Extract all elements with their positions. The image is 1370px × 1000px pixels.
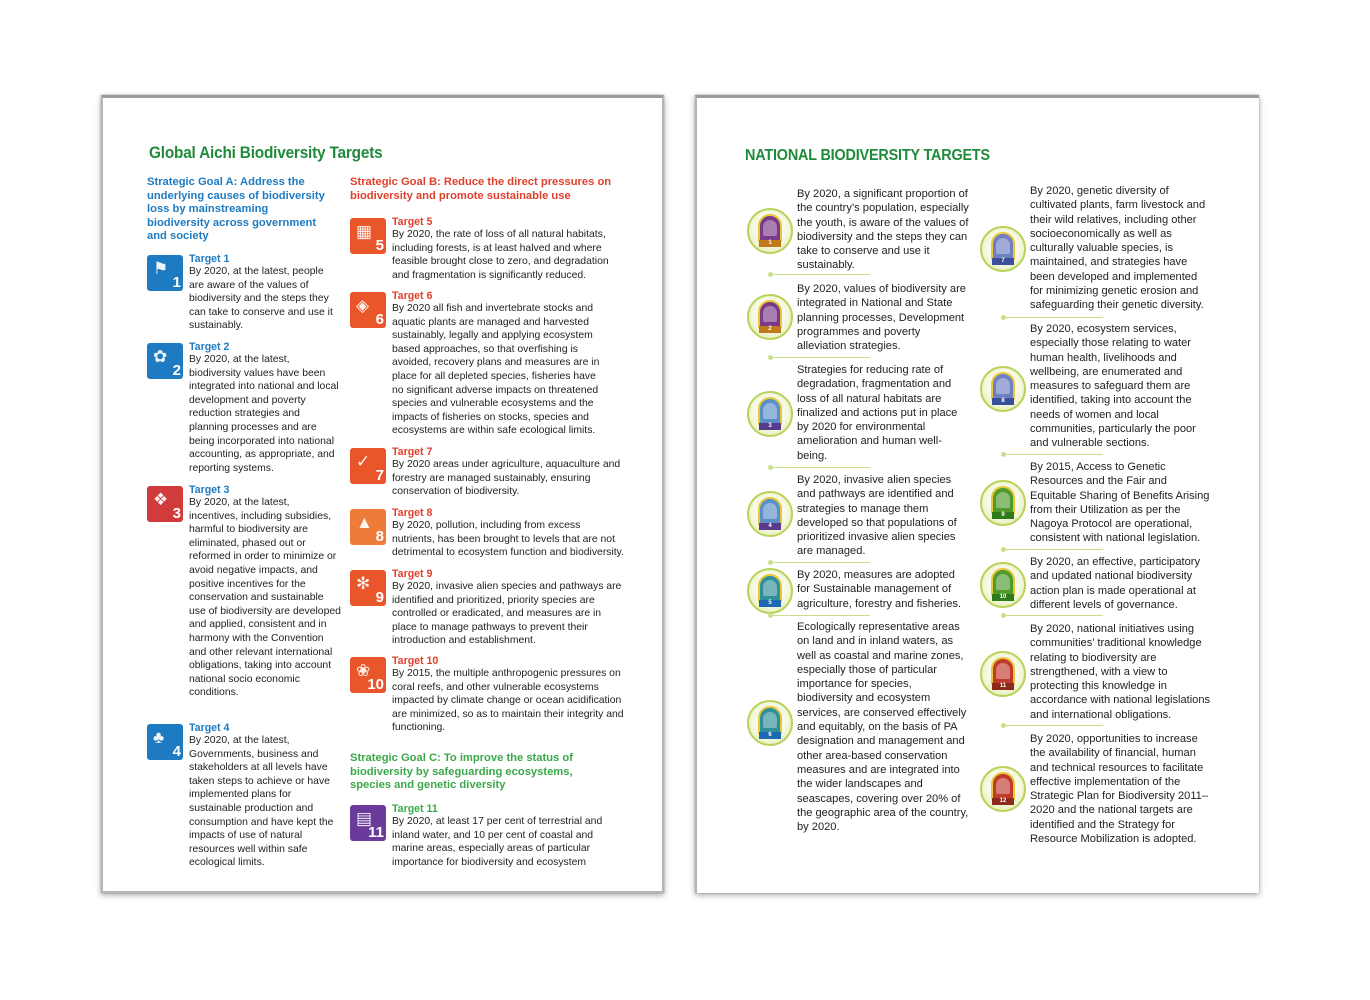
national-target-4-badge: 4 [747, 491, 793, 537]
divider [1003, 454, 1103, 455]
tree-icon: ♣ 4 [147, 724, 183, 760]
divider [770, 615, 870, 616]
national-target-8-text: By 2020, ecosystem services, especially those relating to water human health, livelihoods and wellbeing, are enumerated and measures to safeguard them are identified, taking into account the needs of women and local communities, particularly the poor and vulnerable sections. [1030, 323, 1196, 450]
national-target-12-text: By 2020, opportunities to increase the availability of financial, human and technical resources to facilitate effective implementation of the Strategic Plan for Biodiversity 2011–2020 and the national targets are identified and the Strategy for Resource Mobilization is adopted. [1030, 733, 1209, 846]
target-title: Target 2 [189, 341, 230, 353]
protected-area-icon: ▤ 11 [350, 805, 386, 841]
right-page-title: NATIONAL BIODIVERSITY TARGETS [745, 147, 990, 164]
national-target-6-text: Ecologically representative areas on land and in inland waters, as well as coastal and marine zones, especially those of particular importance for species, biodiversity and ecosystem services, are conserved effectively and equitably, on the basis of PA designation and management and other area-based conservation measures and are integrated into the wider landscapes and seascapes, covering over 20% of the geographic area of the country, by 2020. [797, 621, 969, 834]
divider [770, 274, 870, 275]
target-text: By 2020 areas under agriculture, aquaculture and forestry are managed sustainably, ensuring conservation of biodiversity. [392, 459, 621, 498]
divider [770, 467, 870, 468]
divider [770, 562, 870, 563]
strategic-goal-b: Strategic Goal B: Reduce the direct pressures on biodiversity and promote sustainable use [350, 176, 612, 202]
national-target-10-text: By 2020, an effective, participatory and updated national biodiversity action plan is made operational at different levels of governance. [1030, 556, 1200, 611]
national-target-5-badge: 5 [747, 568, 793, 614]
target-title: Target 5 [392, 216, 433, 228]
national-target-2-badge: 2 [747, 294, 793, 340]
national-target-11-text: By 2020, national initiatives using communities’ traditional knowledge relating to biodiversity are strengthened, with a view to protecting this knowledge in accordance with national legislations and international obligations. [1030, 623, 1211, 721]
right-page [695, 95, 1259, 893]
divider [1003, 615, 1103, 616]
habitat-icon: ▦ 5 [350, 218, 386, 254]
target-text: By 2020, at least 17 per cent of terrestrial and inland water, and 10 per cent of coastal and marine areas, especially areas of particular importance for biodiversity and ecosystem [392, 816, 603, 868]
target-text: By 2020, at the latest, people are aware of the values of biodiversity and the steps they can take to conserve and use it sustainably. [189, 266, 333, 332]
left-page [101, 95, 664, 893]
target-title: Target 9 [392, 568, 433, 580]
national-target-4-text: By 2020, invasive alien species and pathways are identified and strategies to manage them developed so that populations of prioritized invasive alien species are managed. [797, 474, 957, 558]
target-title: Target 6 [392, 290, 433, 302]
fish-icon: ◈ 6 [350, 292, 386, 328]
divider [770, 357, 870, 358]
agriculture-icon: ✓ 7 [350, 448, 386, 484]
national-target-7-text: By 2020, genetic diversity of cultivated plants, farm livestock and their wild relatives, including other socioeconomically as well as culturally valuable species, is maintained, and strategies have been developed and implemented for minimizing genetic erosion and safeguarding their genetic diversity. [1030, 185, 1206, 312]
people-icon: ⚑ 1 [147, 255, 183, 291]
target-text: By 2020, at the latest, incentives, including subsidies, harmful to biodiversity are eliminated, phased out or reformed in order to minimize or avoid negative impacts, and positive incentives for the conservation and sustainable use of biodiversity are developed and applied, consistent and in harmony with the Convention and other relevant international obligations, taking into account national socio economic conditions. [189, 497, 341, 699]
divider [1003, 725, 1103, 726]
target-title: Target 4 [189, 722, 230, 734]
target-text: By 2020, at the latest, biodiversity values have been integrated into national and local development and poverty reduction strategies and planning processes and are being incorporated into national accounting, as appropriate, and reporting systems. [189, 354, 339, 474]
national-target-3-badge: 3 [747, 391, 793, 437]
left-page-title: Global Aichi Biodiversity Targets [149, 144, 383, 162]
national-target-1-text: By 2020, a significant proportion of the country’s population, especially the youth, is aware of the values of biodiversity and the steps they can take to conserve and use it sustainably. [797, 188, 969, 272]
divider [1003, 317, 1103, 318]
target-title: Target 3 [189, 484, 230, 496]
national-target-7-badge: 7 [980, 226, 1026, 272]
target-text: By 2020, the rate of loss of all natural habitats, including forests, is at least halved and where feasible brought close to zero, and degradation and fragmentation is significantly reduced. [392, 229, 609, 281]
national-target-6-badge: 6 [747, 700, 793, 746]
strategic-goal-a: Strategic Goal A: Address the underlying causes of biodiversity loss by mainstreaming biodiversity across government and society [147, 176, 325, 243]
national-target-9-text: By 2015, Access to Genetic Resources and the Fair and Equitable Sharing of Benefits Arising from their Utilization as per the Nagoya Protocol are operational, consistent with national legislation. [1030, 461, 1210, 545]
target-title: Target 8 [392, 507, 433, 519]
pollution-icon: ▲ 8 [350, 509, 386, 545]
target-text: By 2020, at the latest, Governments, business and stakeholders at all levels have taken steps to achieve or have implemented plans for sustainable production and consumption and have kept the impacts of use of natural resources well within safe ecological limits. [189, 735, 334, 869]
target-title: Target 7 [392, 446, 433, 458]
coral-reef-icon: ❀ 10 [350, 657, 386, 693]
target-title: Target 10 [392, 655, 439, 667]
target-text: By 2015, the multiple anthropogenic pressures on coral reefs, and other vulnerable ecosystems impacted by climate change or ocean acidification are minimized, so as to maintain their integrity and functioning. [392, 668, 624, 734]
divider [1003, 549, 1103, 550]
national-target-12-badge: 12 [980, 766, 1026, 812]
national-target-2-text: By 2020, values of biodiversity are integrated in National and State planning processes, Development programmes and poverty alleviation strategies. [797, 283, 966, 353]
national-target-10-badge: 10 [980, 562, 1026, 608]
strategic-goal-c: Strategic Goal C: To improve the status of biodiversity by safeguarding ecosystems, species and genetic diversity [350, 752, 573, 792]
national-target-3-text: Strategies for reducing rate of degradation, fragmentation and loss of all natural habitats are finalized and actions put in place by 2020 for environmental amelioration and human well-being. [797, 364, 958, 462]
target-text: By 2020, pollution, including from excess nutrients, has been brought to levels that are not detrimental to ecosystem function and biodiversity. [392, 520, 624, 559]
invasive-species-icon: ✻ 9 [350, 570, 386, 606]
national-target-1-badge: 1 [747, 208, 793, 254]
national-target-9-badge: 9 [980, 480, 1026, 526]
national-target-8-badge: 8 [980, 366, 1026, 412]
national-target-5-text: By 2020, measures are adopted for Sustainable management of agriculture, forestry and fisheries. [797, 569, 962, 610]
trees-icon: ✿ 2 [147, 343, 183, 379]
target-text: By 2020, invasive alien species and pathways are identified and prioritized, priority species are controlled or eradicated, and measures are in place to manage pathways to prevent their introduction and establishment. [392, 581, 622, 647]
national-target-11-badge: 11 [980, 651, 1026, 697]
puzzle-icon: ❖ 3 [147, 486, 183, 522]
target-title: Target 1 [189, 253, 230, 265]
target-text: By 2020 all fish and invertebrate stocks and aquatic plants are managed and harvested sustainably, legally and applying ecosystem based approaches, so that overfishing is avoided, recovery plans and measures are in place for all depleted species, fisheries have no significant adverse impacts on threatened species and vulnerable ecosystems and the impacts of fisheries on stocks, species and ecosystems are within safe ecological limits. [392, 303, 600, 437]
target-title: Target 11 [392, 803, 438, 815]
